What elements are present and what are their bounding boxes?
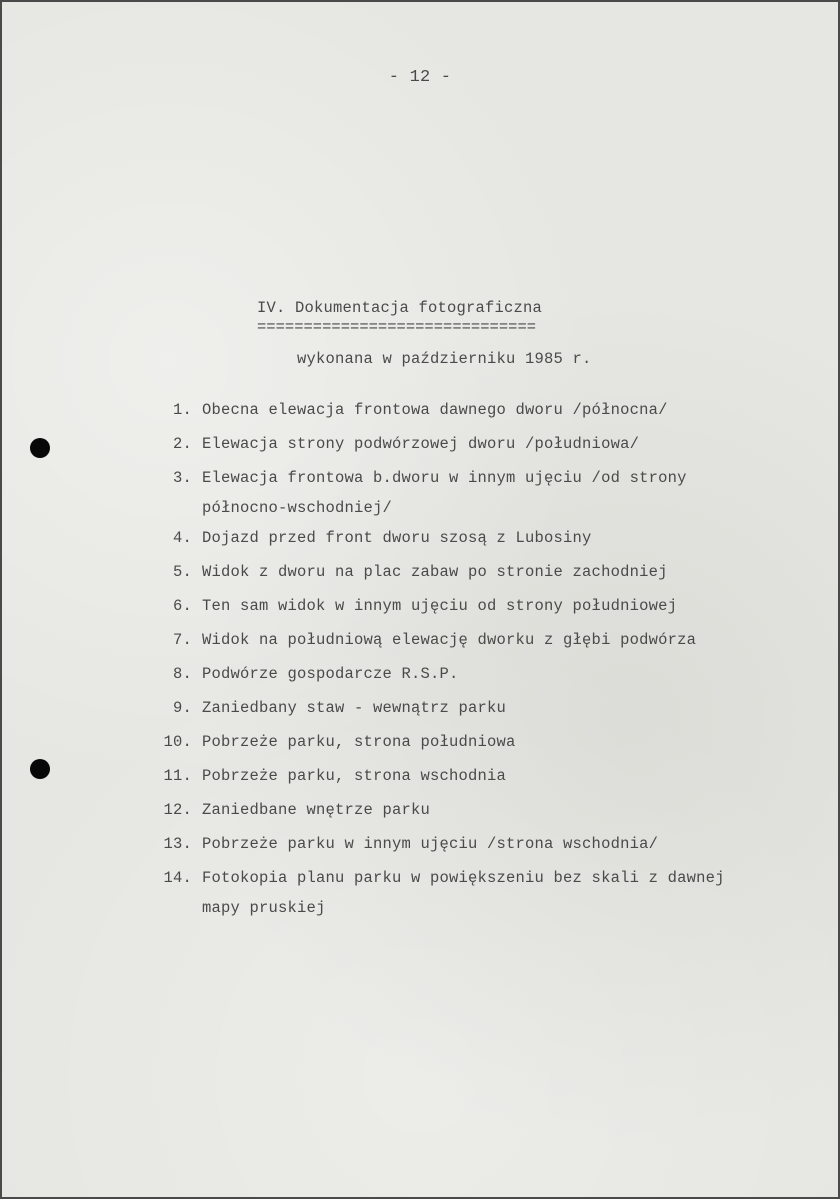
list-item <box>2 767 838 791</box>
item-number: 2. <box>172 435 192 453</box>
item-text: Zaniedbane wnętrze parku <box>202 801 431 819</box>
item-text: Zaniedbany staw - wewnątrz parku <box>202 699 507 717</box>
section-subheading: wykonana w październiku 1985 r. <box>297 350 592 368</box>
item-text: Pobrzeże parku w innym ujęciu /strona wschodnia/ <box>202 835 659 853</box>
item-text: Ten sam widok w innym ujęciu od strony południowej <box>202 597 678 615</box>
list-item <box>2 469 838 517</box>
page-number: - 12 - <box>388 68 452 87</box>
document-page <box>2 2 838 1197</box>
item-text: Elewacja frontowa b.dworu w innym ujęciu /od strony <box>202 469 687 487</box>
item-number: 11. <box>163 767 192 785</box>
item-text: Dojazd przed front dworu szosą z Lubosiny <box>202 529 592 547</box>
item-number: 5. <box>172 563 192 581</box>
item-number: 13. <box>163 835 192 853</box>
list-item <box>2 631 838 655</box>
item-number: 4. <box>172 529 192 547</box>
item-text: Fotokopia planu parku w powiększeniu bez skali z dawnej <box>202 869 725 887</box>
item-text: Pobrzeże parku, strona wschodnia <box>202 767 507 785</box>
item-number: 6. <box>172 597 192 615</box>
list-item <box>2 401 838 425</box>
list-item <box>2 665 838 689</box>
item-number: 14. <box>163 869 192 887</box>
section-heading: IV. Dokumentacja fotograficzna <box>257 299 543 317</box>
item-number: 10. <box>163 733 192 751</box>
item-text-continuation: mapy pruskiej <box>202 899 326 917</box>
punch-hole-bottom <box>30 759 50 779</box>
list-item <box>2 801 838 825</box>
list-item <box>2 435 838 459</box>
list-item <box>2 699 838 723</box>
list-item <box>2 597 838 621</box>
list-item <box>2 733 838 757</box>
item-text: Widok z dworu na plac zabaw po stronie zachodniej <box>202 563 668 581</box>
item-number: 12. <box>163 801 192 819</box>
item-text-continuation: północno-wschodniej/ <box>202 499 393 517</box>
item-text: Elewacja strony podwórzowej dworu /południowa/ <box>202 435 640 453</box>
list-item <box>2 869 838 917</box>
item-text: Pobrzeże parku, strona południowa <box>202 733 516 751</box>
item-number: 1. <box>172 401 192 419</box>
list-item <box>2 563 838 587</box>
punch-hole-top <box>30 438 50 458</box>
item-text: Podwórze gospodarcze R.S.P. <box>202 665 459 683</box>
heading-underline: ============================== <box>257 318 537 336</box>
item-number: 8. <box>172 665 192 683</box>
item-number: 3. <box>172 469 192 487</box>
item-number: 7. <box>172 631 192 649</box>
item-text: Obecna elewacja frontowa dawnego dworu /północna/ <box>202 401 668 419</box>
item-number: 9. <box>172 699 192 717</box>
item-text: Widok na południową elewację dworku z głębi podwórza <box>202 631 697 649</box>
list-item <box>2 529 838 553</box>
list-item <box>2 835 838 859</box>
